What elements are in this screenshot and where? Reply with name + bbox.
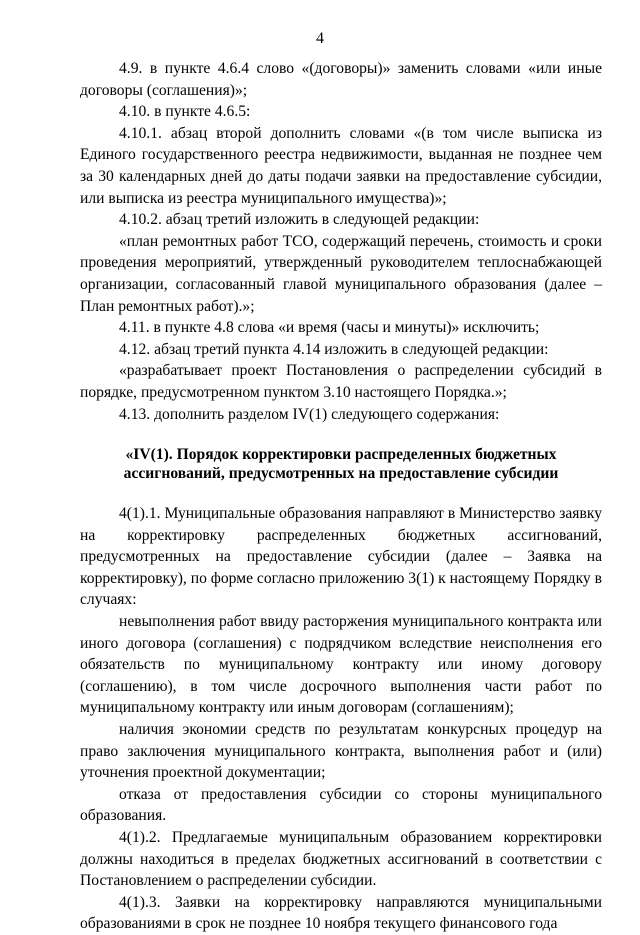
paragraph-4-10-2: 4.10.2. абзац третий изложить в следующей редакции: [119,211,480,229]
section-heading-line-1: «IV(1). Порядок корректировки распределенных бюджетных [125,446,557,464]
page-number: 4 [316,30,324,47]
paragraph-4-13: 4.13. дополнить разделом IV(1) следующего содержания: [119,405,500,423]
paragraph-4-10: 4.10. в пункте 4.6.5: [119,103,251,121]
paragraph-4-1-3: 4(1).3. Заявки на корректировку направляются муниципальными образованиями в срок не позднее 10 ноября текущего финансового года [80,893,602,933]
document-body [80,58,602,935]
paragraph-4-11: 4.11. в пункте 4.8 слова «и время (часы и минуты)» исключить; [119,319,540,337]
paragraph-case-refusal: отказа от предоставления субсидии со стороны муниципального образования. [80,785,602,825]
section-heading-line-2: ассигнований, предусмотренных на предоставление субсидии [123,465,559,483]
paragraph-4-10-1: 4.10.1. абзац второй дополнить словами «(в том числе выписка из Единого государственного реестра недвижимости, выданная не позднее чем за 30 календарных дней до даты подачи заявки на предоставление субсидии, или выписка из реестра муниципального имущества)»; [80,124,602,207]
paragraph-quote-develop: «разрабатывает проект Постановления о распределении субсидий в порядке, предусмотренном пунктом 3.10 настоящего Порядка.»; [80,362,602,401]
paragraph-case-nonperformance: невыполнения работ ввиду расторжения муниципального контракта или иного договора (соглашения) с подрядчиком вследствие неисполнения его обязательств по муниципальному контракту или иному договору (соглашению), в том числе досрочного выполнения части работ по муниципальному контракту или иным договорам (соглашениям); [80,613,602,717]
paragraph-4-1-1: 4(1).1. Муниципальные образования направляют в Министерство заявку на корректировку распределенных бюджетных ассигнований, предусмотренных на предоставление субсидии (далее – Заявка на корректировку), по форме согласно приложению 3(1) к настоящему Порядку в случаях: [80,505,602,609]
section-heading [80,445,602,483]
paragraph-4-12: 4.12. абзац третий пункта 4.14 изложить в следующей редакции: [119,340,549,358]
paragraph-4-1-2: 4(1).2. Предлагаемые муниципальным образованием корректировки должны находиться в пределах бюджетных ассигнований в соответствии с Постановлением о распределении субсидии. [80,829,602,890]
paragraph-case-savings: наличия экономии средств по результатам конкурсных процедур на право заключения муниципального контракта, выполнения работ и (или) уточнения проектной документации; [80,721,602,782]
paragraph-quote-plan: «план ремонтных работ ТСО, содержащий перечень, стоимость и сроки проведения мероприятий, утвержденный руководителем теплоснабжающей организации, согласованный главой муниципального образования (далее – План ремонтных работ).»; [80,232,602,315]
paragraph-4-9: 4.9. в пункте 4.6.4 слово «(договоры)» заменить словами «или иные договоры (соглашения)»; [80,60,602,99]
